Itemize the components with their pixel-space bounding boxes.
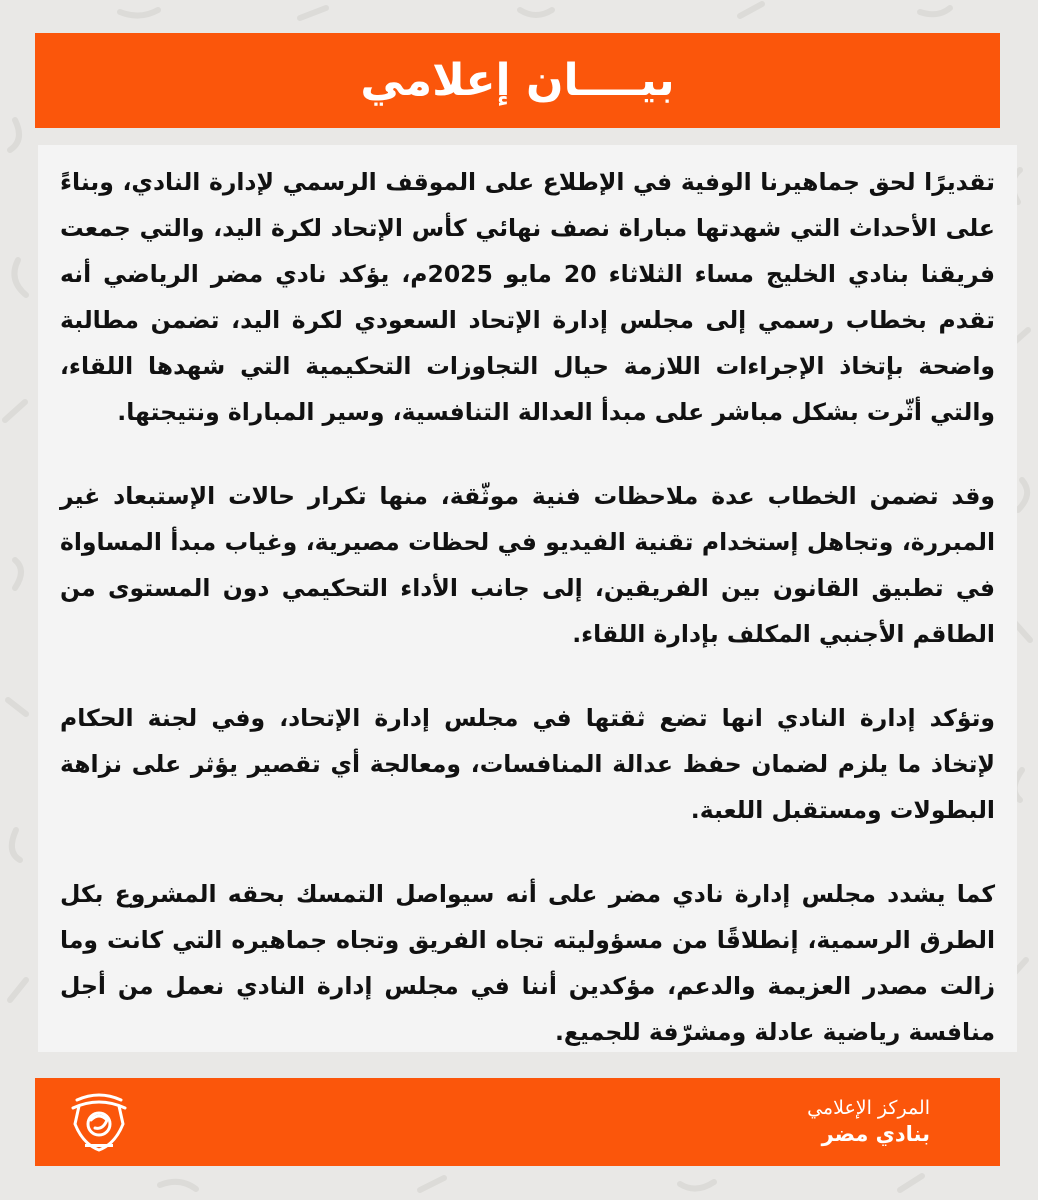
footer-caption <box>807 1096 930 1148</box>
paragraph-3: وتؤكد إدارة النادي انها تضع ثقتها في مجلس إدارة الإتحاد، وفي لجنة الحكام لإتخاذ ما يلزم لضمان حفظ عدالة المنافسات، ومعالجة أي تقصير يؤثر على نزاهة البطولات ومستقبل اللعبة. <box>60 704 995 824</box>
club-name-label: بنادي مضر <box>821 1122 930 1146</box>
statement-body <box>38 145 1017 1052</box>
paragraph-4: كما يشدد مجلس إدارة نادي مضر على أنه سيواصل التمسك بحقه المشروع بكل الطرق الرسمية، إنطلاقًا من مسؤوليته تجاه الفريق وتجاه جماهيره التي كانت وما زالت مصدر العزيمة والدعم، مؤكدين أننا في مجلس إدارة النادي نعمل من أجل منافسة رياضية عادلة ومشرّفة للجميع. <box>60 880 995 1046</box>
title-banner <box>35 33 1000 128</box>
media-center-label: المركز الإعلامي <box>807 1097 930 1119</box>
footer-banner <box>35 1078 1000 1166</box>
club-crest-icon <box>63 1086 135 1158</box>
paragraph-2: وقد تضمن الخطاب عدة ملاحظات فنية موثّقة، منها تكرار حالات الإستبعاد غير المبررة، وتجاهل إستخدام تقنية الفيديو في لحظات مصيرية، وغياب مبدأ المساواة في تطبيق القانون بين الفريقين، إلى جانب الأداء التحكيمي دون المستوى من الطاقم الأجنبي المكلف بإدارة اللقاء. <box>60 482 995 648</box>
page-title: بيــــان إعلامي <box>360 55 675 106</box>
paragraph-1: تقديرًا لحق جماهيرنا الوفية في الإطلاع على الموقف الرسمي لإدارة النادي، وبناءً على الأحداث التي شهدتها مباراة نصف نهائي كأس الإتحاد لكرة اليد، والتي جمعت فريقنا بنادي الخليج مساء الثلاثاء 20 مايو 2025م، يؤكد نادي مضر الرياضي أنه تقدم بخطاب رسمي إلى مجلس إدارة الإتحاد السعودي لكرة اليد، تضمن مطالبة واضحة بإتخاذ الإجراءات اللازمة حيال التجاوزات التحكيمية التي شهدها اللقاء، والتي أثّرت بشكل مباشر على مبدأ العدالة التنافسية، وسير المباراة ونتيجتها. <box>60 168 996 426</box>
